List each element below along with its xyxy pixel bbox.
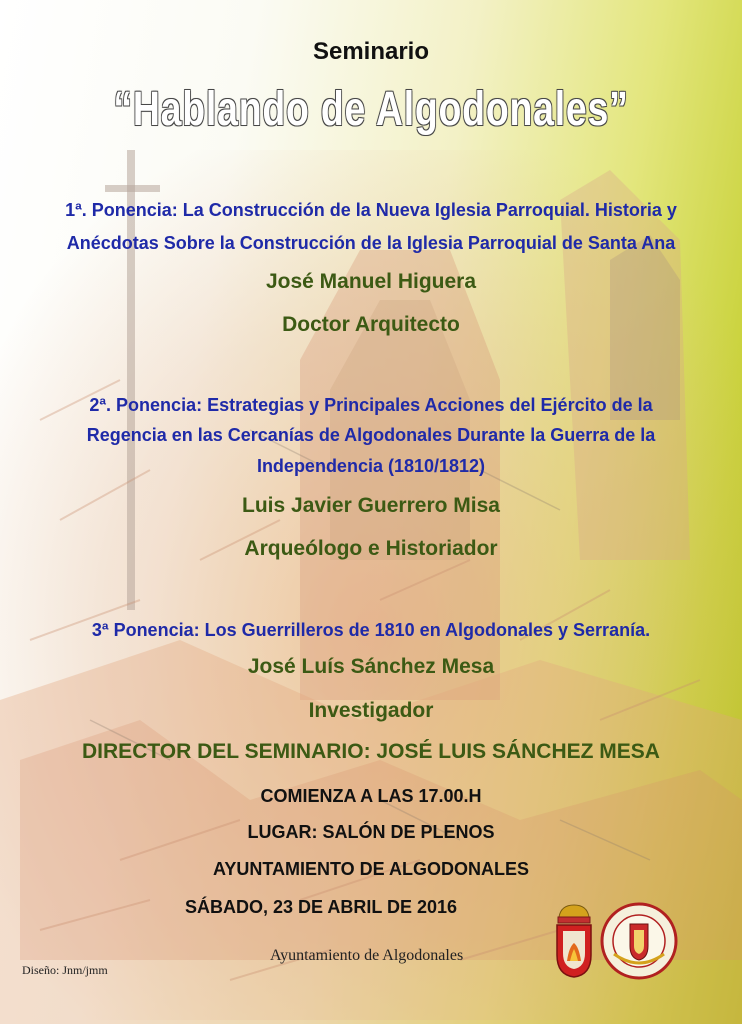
event-place: LUGAR: SALÓN DE PLENOS (247, 822, 495, 842)
ponencia-2-title-line-1: 2ª. Ponencia: Estrategias y Principales Acciones del Ejército de la (89, 395, 653, 415)
event-date: SÁBADO, 23 DE ABRIL DE 2016 (184, 897, 458, 917)
seminar-label: Seminario (312, 38, 430, 65)
ponencia-1-title-line-1: 1ª. Ponencia: La Construcción de la Nueva Iglesia Parroquial. Historia y (65, 200, 677, 220)
seminar-title: “Hablando de Algodonales” (113, 83, 629, 136)
recreacion-historica-seal-icon (600, 902, 678, 980)
ponencia-2-role: Arqueólogo e Historiador (244, 537, 498, 560)
ponencia-1-speaker: José Manuel Higuera (265, 270, 477, 293)
ponencia-1-title-line-2: Anécdotas Sobre la Construcción de la Iglesia Parroquial de Santa Ana (66, 233, 676, 253)
ponencia-2-title-line-3: Independencia (1810/1812) (256, 456, 486, 476)
ponencia-3-speaker: José Luís Sánchez Mesa (247, 655, 495, 678)
event-venue: AYUNTAMIENTO DE ALGODONALES (212, 859, 530, 879)
design-credit: Diseño: Jnm/jmm (22, 963, 108, 977)
municipal-coat-of-arms-icon (553, 903, 595, 979)
seminar-director: DIRECTOR DEL SEMINARIO: JOSÉ LUIS SÁNCHEZ MESA (82, 740, 660, 763)
ponencia-2-title-line-2: Regencia en las Cercanías de Algodonales Durante la Guerra de la (86, 425, 656, 445)
ponencia-3-title: 3ª Ponencia: Los Guerrilleros de 1810 en Algodonales y Serranía. (91, 620, 651, 640)
start-time: COMIENZA A LAS 17.00.H (260, 786, 482, 806)
organizer-name: Ayuntamiento de Algodonales (270, 947, 464, 964)
ponencia-1-role: Doctor Arquitecto (282, 313, 460, 336)
ponencia-3-role: Investigador (308, 699, 434, 722)
ponencia-2-speaker: Luis Javier Guerrero Misa (242, 494, 500, 517)
